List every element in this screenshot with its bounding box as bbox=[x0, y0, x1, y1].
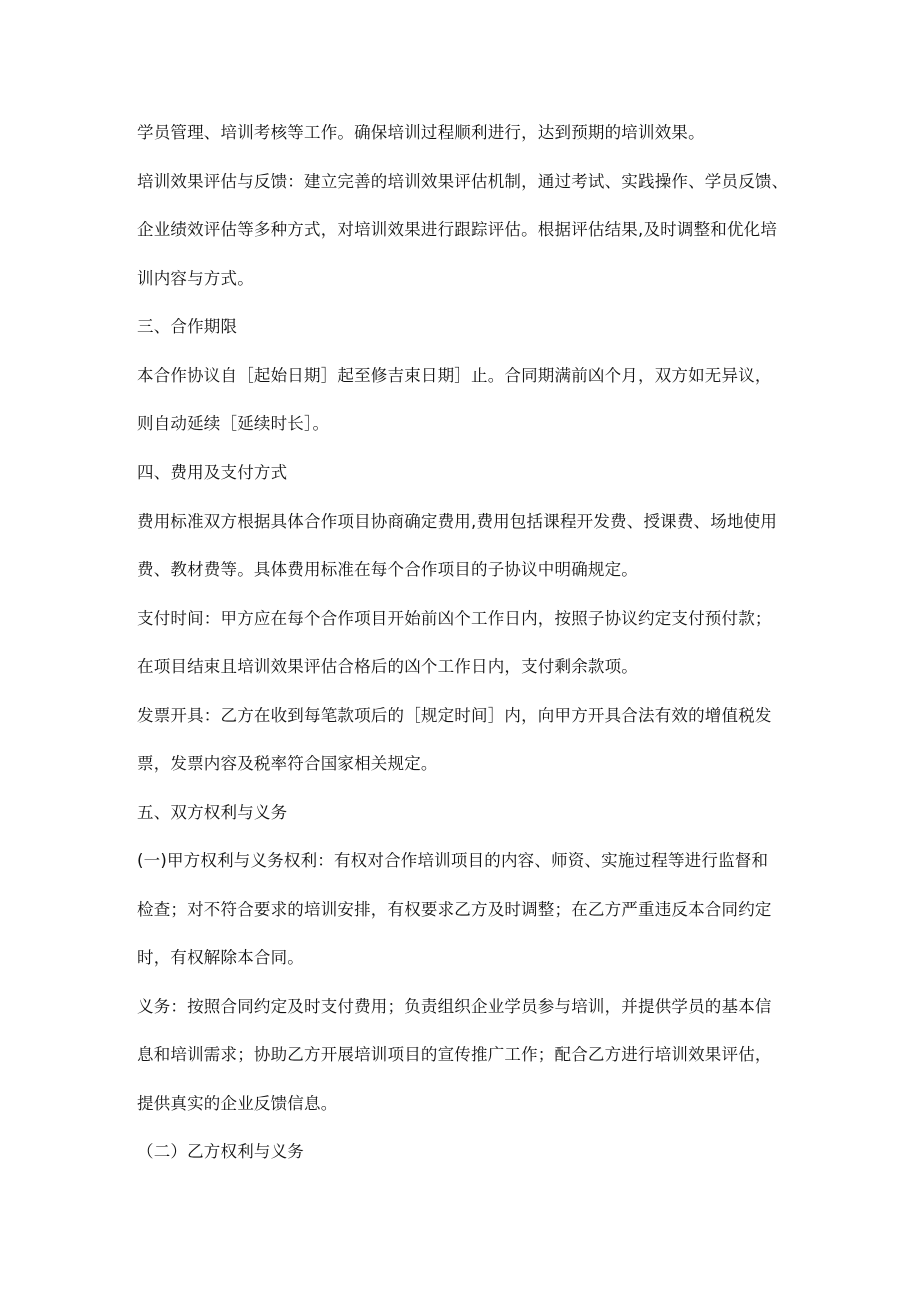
text-line: 培训效果评估与反馈：建立完善的培训效果评估机制，通过考试、实践操作、学员反馈、 bbox=[137, 172, 789, 191]
text-line: 支付时间：甲方应在每个合作项目开始前凶个工作日内，按照子协议约定支付预付款； bbox=[137, 609, 772, 628]
section-heading: 三、合作期限 bbox=[137, 317, 238, 336]
text-line: 发票开具：乙方在收到每笔款项后的［规定时间］内，向甲方开具合法有效的增值税发 bbox=[137, 706, 772, 725]
text-line: 息和培训需求；协助乙方开展培训项目的宣传推广工作；配合乙方进行培训效果评估， bbox=[137, 1045, 772, 1064]
text-line: 时，有权解除本合同。 bbox=[137, 948, 304, 967]
section-heading: 五、双方权利与义务 bbox=[137, 803, 288, 822]
text-line: 提供真实的企业反馈信息。 bbox=[137, 1094, 338, 1113]
text-line: 检查；对不符合要求的培训安排，有权要求乙方及时调整；在乙方严重违反本合同约定 bbox=[137, 900, 772, 919]
text-line: 票，发票内容及税率符合国家相关规定。 bbox=[137, 754, 438, 773]
text-line: 费用标准双方根据具体合作项目协商确定费用,费用包括课程开发费、授课费、场地使用 bbox=[137, 512, 778, 531]
subsection-heading: （二）乙方权利与义务 bbox=[137, 1142, 304, 1161]
text-line: 义务：按照合同约定及时支付费用；负责组织企业学员参与培训，并提供学员的基本信 bbox=[137, 997, 772, 1016]
text-line: 费、教材费等。具体费用标准在每个合作项目的子协议中明确规定。 bbox=[137, 560, 638, 579]
text-line: 企业绩效评估等多种方式，对培训效果进行跟踪评估。根据评估结果,及时调整和优化培 bbox=[137, 220, 778, 239]
text-line: 本合作协议自［起始日期］起至修吉束日期］止。合同期满前凶个月，双方如无异议， bbox=[137, 366, 772, 385]
text-line: 在项目结束且培训效果评估合格后的凶个工作日内，支付剩余款项。 bbox=[137, 657, 638, 676]
text-line: (一)甲方权利与义务权利：有权对合作培训项目的内容、师资、实施过程等进行监督和 bbox=[137, 851, 769, 870]
section-heading: 四、费用及支付方式 bbox=[137, 463, 288, 482]
text-line: 学员管理、培训考核等工作。确保培训过程顺利进行，达到预期的培训效果。 bbox=[137, 123, 705, 142]
text-line: 训内容与方式。 bbox=[137, 269, 254, 288]
text-line: 则自动延续［延续时长］。 bbox=[137, 414, 330, 433]
